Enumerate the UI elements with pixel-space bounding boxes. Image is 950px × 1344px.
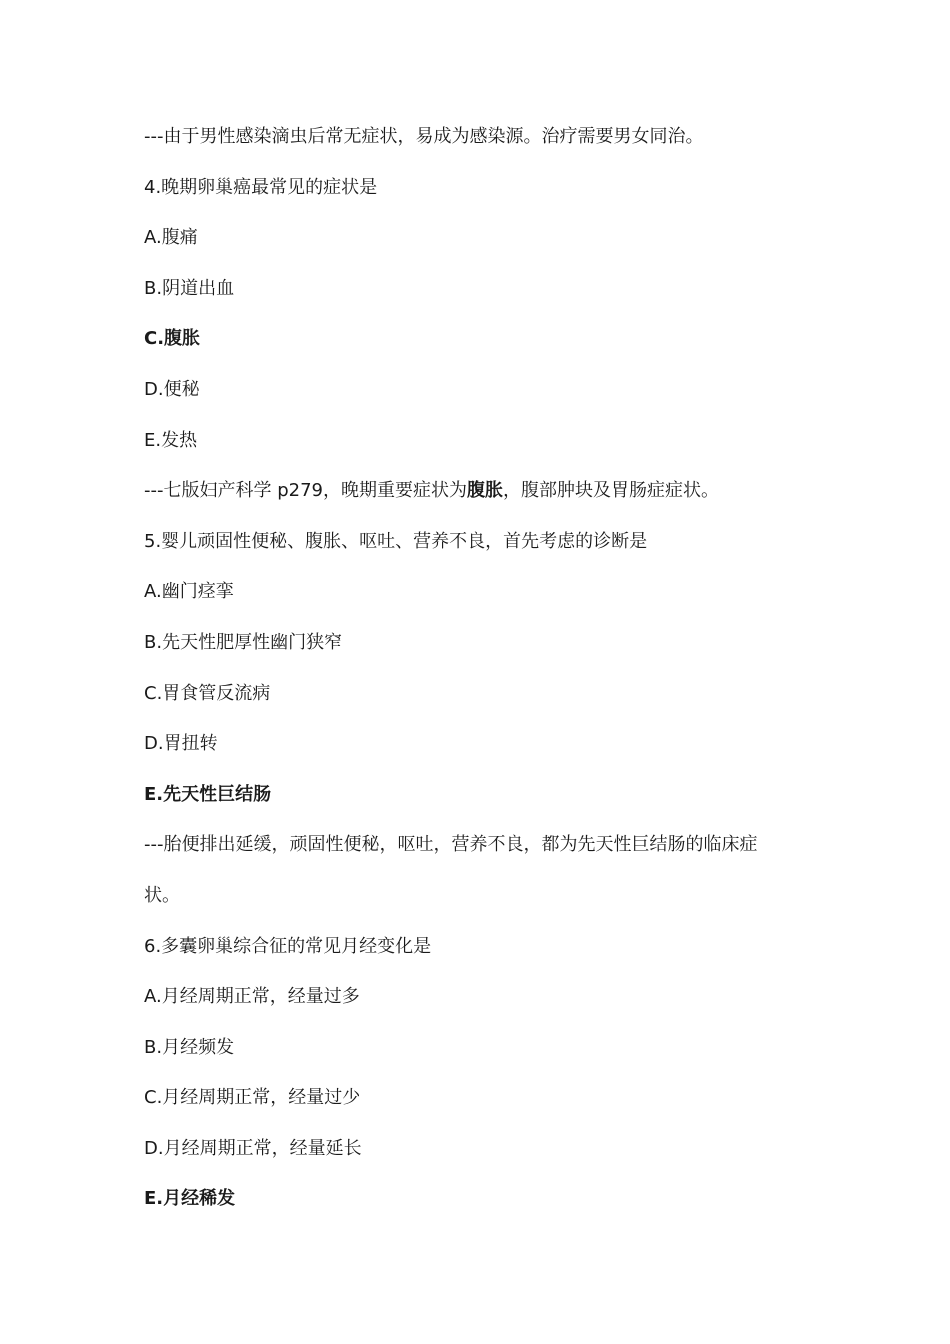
question-6-option-b: B.月经频发 bbox=[144, 1036, 235, 1058]
question-4-option-d: D.便秘 bbox=[144, 378, 200, 400]
question-6-option-e-answer: E.月经稀发 bbox=[144, 1188, 236, 1210]
question-6-stem: 6.多囊卵巢综合征的常见月经变化是 bbox=[144, 935, 432, 957]
question-5-explanation-line-1: ---胎便排出延缓，顽固性便秘，呕吐，营养不良，都为先天性巨结肠的临床症 bbox=[144, 834, 758, 856]
question-5-stem: 5.婴儿顽固性便秘、腹胀、呕吐、营养不良，首先考虑的诊断是 bbox=[144, 530, 648, 552]
question-6-option-d: D.月经周期正常，经量延长 bbox=[144, 1137, 362, 1159]
question-5-option-b: B.先天性肥厚性幽门狭窄 bbox=[144, 631, 343, 653]
question-5-option-e-answer: E.先天性巨结肠 bbox=[144, 783, 272, 805]
question-5-option-a: A.幽门痉挛 bbox=[144, 581, 234, 603]
explanation-emphasis: 腹胀 bbox=[467, 480, 503, 502]
question-6-option-a: A.月经周期正常，经量过多 bbox=[144, 986, 360, 1008]
question-4-stem: 4.晚期卵巢癌最常见的症状是 bbox=[144, 176, 378, 198]
question-5-explanation-line-2: 状。 bbox=[144, 884, 180, 906]
question-4-option-a: A.腹痛 bbox=[144, 227, 198, 249]
question-4-option-b: B.阴道出血 bbox=[144, 277, 235, 299]
question-5-option-d: D.胃扭转 bbox=[144, 733, 218, 755]
question-6-option-c: C.月经周期正常，经量过少 bbox=[144, 1087, 361, 1109]
question-5-option-c: C.胃食管反流病 bbox=[144, 682, 271, 704]
question-4-explanation bbox=[144, 476, 824, 527]
explanation-text-part: ，腹部肿块及胃肠症症状。 bbox=[503, 480, 719, 502]
explanation-text-part: ---七版妇产科学 p279，晚期重要症状为 bbox=[144, 480, 467, 502]
question-4-option-c-answer: C.腹胀 bbox=[144, 328, 201, 350]
document-body bbox=[144, 122, 824, 1235]
explanation-text: ---由于男性感染滴虫后常无症状，易成为感染源。治疗需要男女同治。 bbox=[144, 126, 704, 147]
question-4-option-e: E.发热 bbox=[144, 429, 198, 451]
